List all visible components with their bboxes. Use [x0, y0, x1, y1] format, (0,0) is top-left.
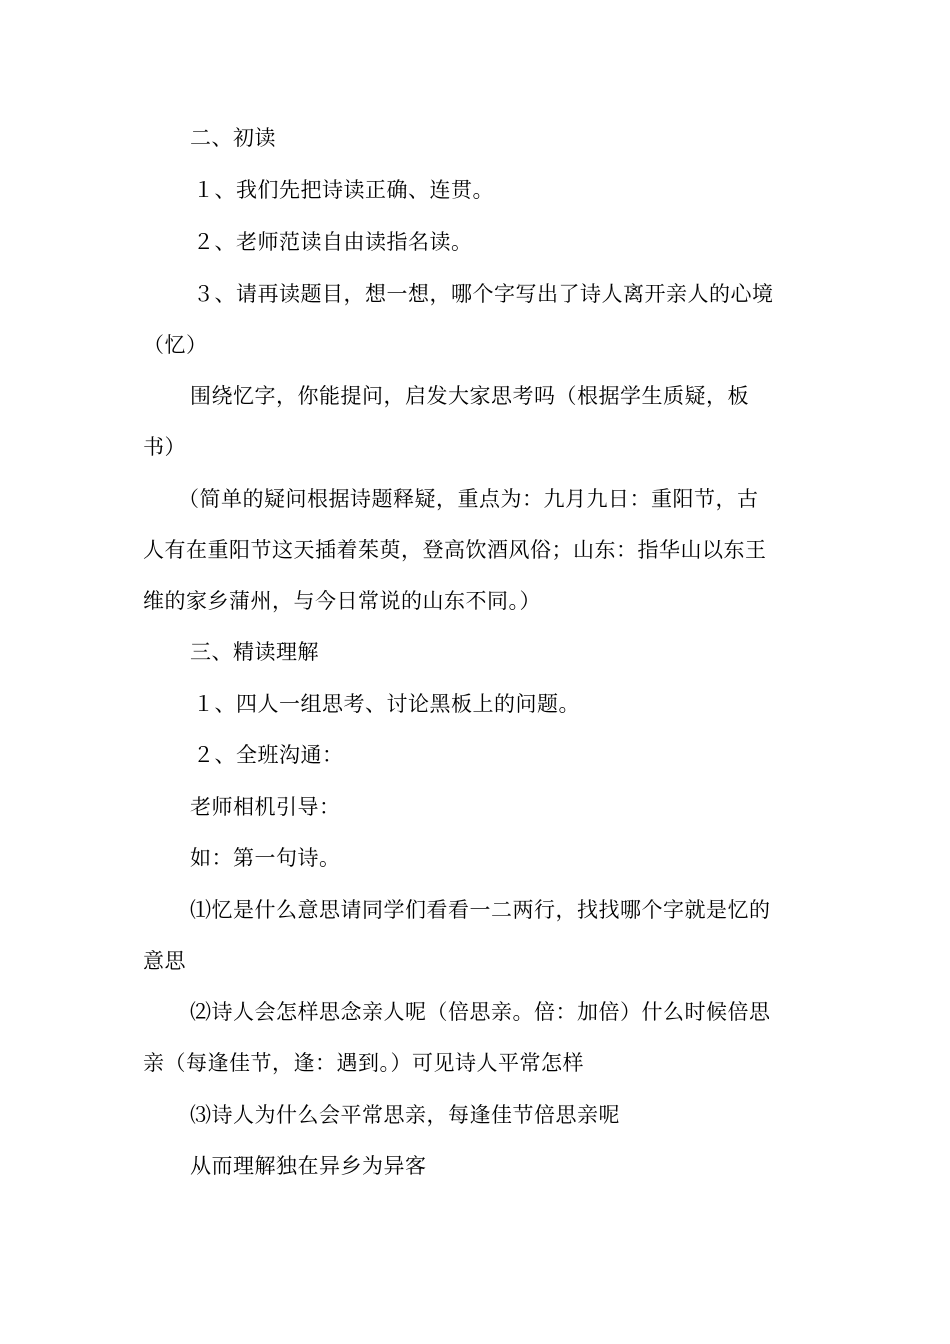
- paragraph-line: （简单的疑问根据诗题释疑，重点为：九月九日：重阳节，古: [178, 487, 759, 511]
- heading-first-reading: 二、初读: [190, 126, 276, 150]
- paragraph-line: １、我们先把诗读正确、连贯。: [193, 178, 494, 202]
- paragraph-line: 书）: [143, 435, 186, 459]
- paragraph-line: 如：第一句诗。: [190, 846, 341, 870]
- heading-close-reading: 三、精读理解: [190, 640, 319, 664]
- paragraph-line: （忆）: [143, 333, 208, 357]
- paragraph-line: 意思: [143, 949, 186, 973]
- paragraph-line: ⑴忆是什么意思请同学们看看一二两行，找找哪个字就是忆的: [190, 898, 771, 922]
- paragraph-line: 人有在重阳节这天插着茱萸，登高饮酒风俗；山东：指华山以东王: [143, 538, 767, 562]
- paragraph-line: 亲（每逢佳节，逢：遇到。）可见诗人平常怎样: [143, 1051, 584, 1075]
- paragraph-line: ３、请再读题目，想一想，哪个字写出了诗人离开亲人的心境: [193, 282, 774, 306]
- paragraph-line: ２、全班沟通：: [193, 743, 344, 767]
- paragraph-line: 维的家乡蒲州，与今日常说的山东不同。）: [143, 589, 541, 613]
- paragraph-line: ⑵诗人会怎样思念亲人呢（倍思亲。倍：加倍）什么时候倍思: [190, 1000, 771, 1024]
- paragraph-line: １、四人一组思考、讨论黑板上的问题。: [193, 692, 580, 716]
- paragraph-line: 老师相机引导：: [190, 795, 341, 819]
- paragraph-line: 围绕忆字，你能提问，启发大家思考吗（根据学生质疑，板: [190, 384, 749, 408]
- paragraph-line: ２、老师范读自由读指名读。: [193, 230, 473, 254]
- paragraph-line: ⑶诗人为什么会平常思亲，每逢佳节倍思亲呢: [190, 1103, 620, 1127]
- paragraph-line: 从而理解独在异乡为异客: [190, 1154, 427, 1178]
